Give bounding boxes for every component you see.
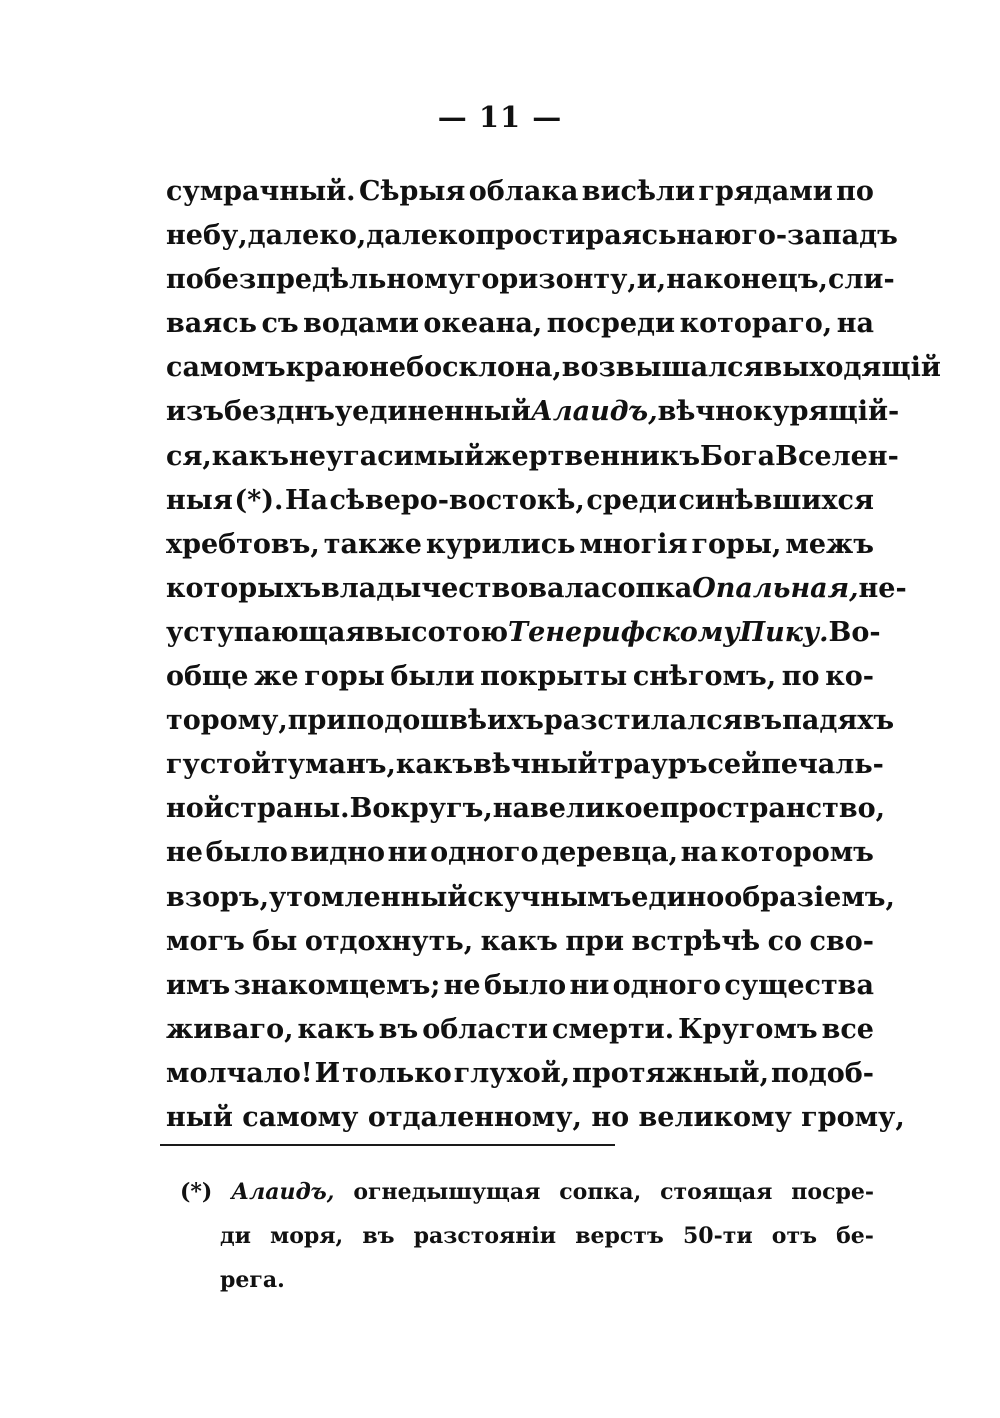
body-line-17: взоръ, утомленный скучнымъ единообразіемъ,	[166, 881, 895, 913]
body-line-12: обще же горы были покрыты снѣгомъ, по ко-	[166, 661, 874, 693]
body-line-8: ныя (*). На сѣверо-востокѣ, среди синѣвшихся	[166, 484, 874, 516]
body-line-20: живаго, какъ въ области смерти. Кругомъ все	[166, 1013, 874, 1045]
body-line-18: могъ бы отдохнуть, какъ при встрѣчѣ со сво-	[166, 925, 874, 957]
body-line-9: хребтовъ, также курились многія горы, межъ	[166, 528, 874, 560]
body-line-21: молчало! И только глухой, протяжный, подоб-	[166, 1057, 874, 1089]
footnote-line-1: (*) Алаидъ, огнедышущая сопка, стоящая посре-	[180, 1179, 874, 1205]
footnote-line-2: ди моря, въ разстояніи верстъ 50-ти отъ бе-	[220, 1223, 874, 1249]
body-line-11: уступающая высотою Тенерифскому Пику. Во-	[166, 616, 881, 648]
body-line-14: густой туманъ, какъ вѣчный трауръ сей печаль-	[166, 749, 884, 781]
footnote-divider	[160, 1144, 615, 1146]
body-line-7: ся, какъ неугасимый жертвенникъ Бога Вселен-	[166, 440, 899, 472]
footnote	[180, 1170, 874, 1302]
body-line-19: имъ знакомцемъ; не было ни одного существа	[166, 969, 874, 1001]
body-line-5: самомъ краю небосклона, возвышался выходящій	[166, 352, 941, 384]
body-line-3: по безпредѣльному горизонту, и, наконецъ, сли-	[166, 264, 895, 296]
body-line-22: ный самому отдаленному, но великому грому,	[166, 1101, 905, 1133]
body-line-4: ваясь съ водами океана, посреди котораго, на	[166, 308, 874, 340]
body-line-6: изъ безднъ уединенный Алаидъ, вѣчно курящій-	[166, 396, 900, 428]
page-number: — 11 —	[437, 100, 563, 134]
body-line-15: ной страны. Вокругъ, на великое пространство,	[166, 793, 885, 825]
body-line-16: не было видно ни одного деревца, на которомъ	[166, 837, 874, 869]
body-line-13: торому, при подошвѣ ихъ разстилался въ падяхъ	[166, 705, 895, 737]
body-text	[166, 170, 941, 1140]
footnote-line-3: рега.	[220, 1267, 285, 1293]
body-line-1: сумрачный. Сѣрыя облака висѣли грядами по	[166, 176, 874, 207]
body-line-10: которыхъ владычествовала сопка Опальная, не-	[166, 572, 907, 604]
body-line-2: небу, далеко, далеко простираясь на юго-западъ	[166, 220, 898, 252]
